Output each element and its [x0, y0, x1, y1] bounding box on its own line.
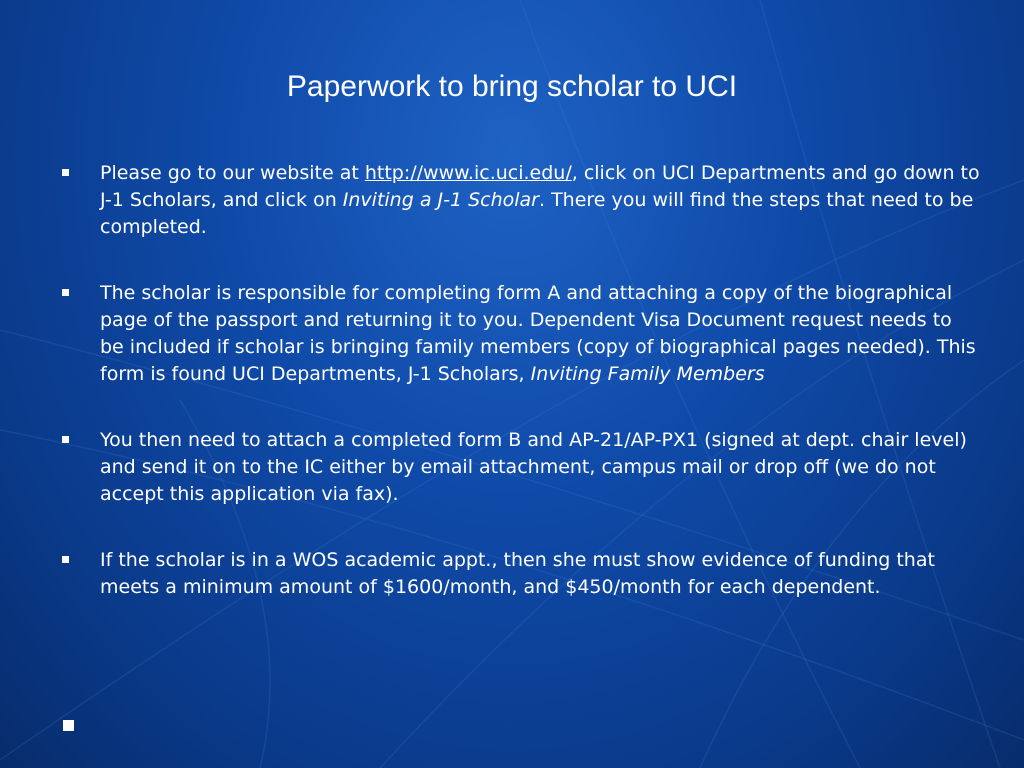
bullet-square-icon: [62, 289, 69, 296]
bullet-text: , click on UCI Departments and go down to J-1 Scholars, and click on: [100, 162, 980, 211]
bullet-item: [60, 547, 980, 601]
bullet-square-icon: [62, 436, 69, 443]
website-link[interactable]: http://www.ic.uci.edu/: [364, 162, 572, 184]
bullet-italic-text: Inviting a J-1 Scholar: [342, 189, 539, 211]
bullet-text: You then need to attach a completed form B and AP-21/AP-PX1 (signed at dept. chair level) and send it on to the IC either by email attachment, campus mail or drop off (we do not accept this application via fax).: [100, 429, 967, 505]
empty-bullet-square-icon: [63, 720, 74, 731]
bullet-square-icon: [62, 556, 69, 563]
slide-title: Paperwork to bring scholar to UCI: [286, 70, 738, 103]
bullet-list: [60, 160, 980, 640]
bullet-text: Please go to our website at: [100, 162, 365, 184]
bullet-text: If the scholar is in a WOS academic appt., then she must show evidence of funding that meets a minimum amount of $1600/month, and $450/month for each dependent.: [100, 549, 935, 598]
bullet-text: . There you will find the steps that need to be completed.: [100, 189, 974, 238]
bullet-item: [60, 427, 980, 508]
bullet-italic-text: Inviting Family Members: [530, 363, 765, 385]
bullet-text: The scholar is responsible for completing form A and attaching a copy of the biographical page of the passport and returning it to you. Dependent Visa Document request needs to be included if scholar is bringing family members (copy of biographical pages needed). This form is found UCI Departments, J-1 Scholars,: [100, 282, 976, 385]
bullet-square-icon: [62, 169, 69, 176]
bullet-item: [60, 280, 980, 388]
bullet-item: [60, 160, 980, 241]
